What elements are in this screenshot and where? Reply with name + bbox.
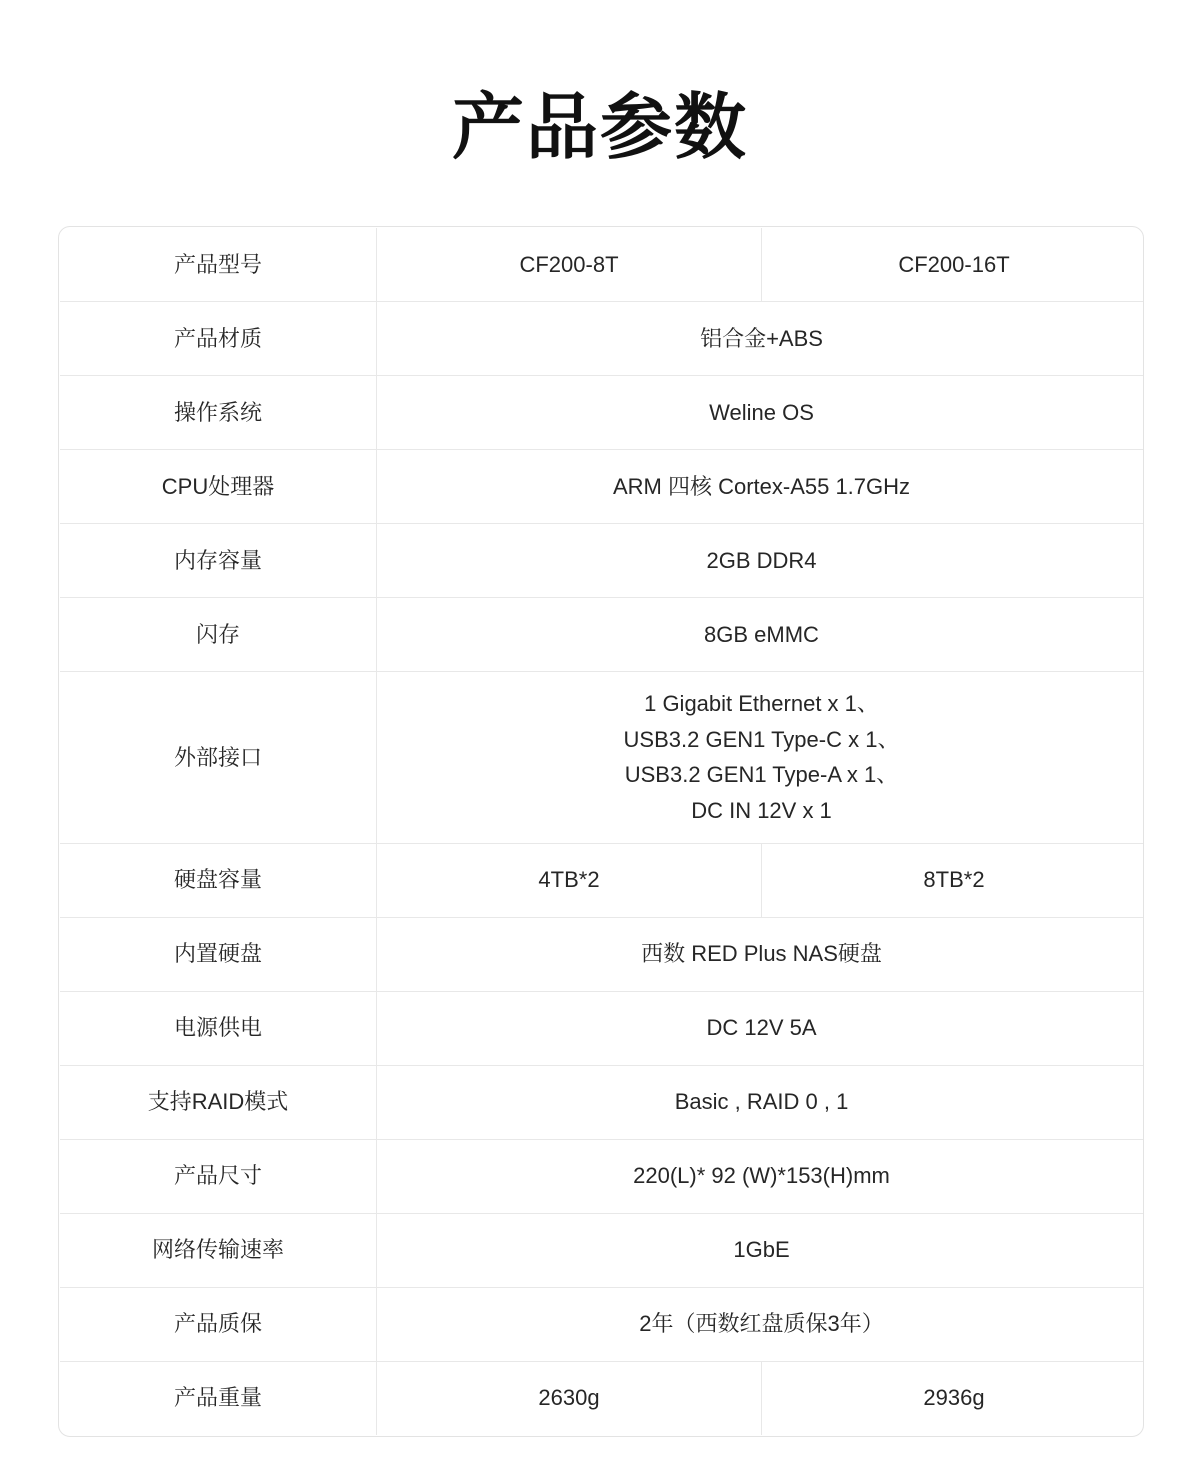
spec-table-wrapper: [58, 226, 1142, 1437]
row-label: 闪存: [60, 598, 377, 672]
spec-table-frame: [58, 226, 1144, 1437]
table-row: [60, 228, 1145, 302]
table-row: [60, 1065, 1145, 1139]
table-row: [60, 450, 1145, 524]
table-row: [60, 1287, 1145, 1361]
row-value-capacity-8t: 4TB*2: [377, 843, 762, 917]
row-value-ports: [377, 672, 1145, 844]
table-row: [60, 524, 1145, 598]
row-value-network-speed: 1GbE: [377, 1213, 1145, 1287]
table-row: [60, 1139, 1145, 1213]
table-row: [60, 598, 1145, 672]
row-value-power: DC 12V 5A: [377, 991, 1145, 1065]
row-value-model-16t: CF200-16T: [762, 228, 1145, 302]
row-label: 外部接口: [60, 672, 377, 844]
row-label: 网络传输速率: [60, 1213, 377, 1287]
row-value-memory: 2GB DDR4: [377, 524, 1145, 598]
table-row: [60, 1213, 1145, 1287]
table-row: [60, 672, 1145, 844]
row-label: 内置硬盘: [60, 917, 377, 991]
row-label: 产品质保: [60, 1287, 377, 1361]
row-label: 产品重量: [60, 1361, 377, 1435]
row-value-warranty: 2年（西数红盘质保3年）: [377, 1287, 1145, 1361]
row-label: 支持RAID模式: [60, 1065, 377, 1139]
row-value-weight-16t: 2936g: [762, 1361, 1145, 1435]
spec-table: [59, 227, 1144, 1436]
row-label: 内存容量: [60, 524, 377, 598]
port-line: DC IN 12V x 1: [691, 797, 832, 823]
table-row: [60, 843, 1145, 917]
port-line: USB3.2 GEN1 Type-C x 1、: [623, 726, 900, 752]
row-value-material: 铝合金+ABS: [377, 302, 1145, 376]
ports-list: [377, 672, 1144, 843]
row-label: 硬盘容量: [60, 843, 377, 917]
port-line: USB3.2 GEN1 Type-A x 1、: [624, 762, 899, 788]
row-value-flash: 8GB eMMC: [377, 598, 1145, 672]
row-value-capacity-16t: 8TB*2: [762, 843, 1145, 917]
port-line: 1 Gigabit Ethernet x 1、: [644, 691, 879, 716]
table-row: [60, 302, 1145, 376]
row-value-raid: Basic , RAID 0 , 1: [377, 1065, 1145, 1139]
row-label: 产品尺寸: [60, 1139, 377, 1213]
row-value-builtin-disk: 西数 RED Plus NAS硬盘: [377, 917, 1145, 991]
row-value-os: Weline OS: [377, 376, 1145, 450]
row-label: 产品材质: [60, 302, 377, 376]
table-row: [60, 991, 1145, 1065]
row-label: CPU处理器: [60, 450, 377, 524]
row-value-weight-8t: 2630g: [377, 1361, 762, 1435]
spec-table-body: [60, 228, 1145, 1436]
row-value-dimensions: 220(L)* 92 (W)*153(H)mm: [377, 1139, 1145, 1213]
table-row: [60, 376, 1145, 450]
row-value-model-8t: CF200-8T: [377, 228, 762, 302]
table-row: [60, 1361, 1145, 1435]
row-label: 操作系统: [60, 376, 377, 450]
row-label: 产品型号: [60, 228, 377, 302]
row-label: 电源供电: [60, 991, 377, 1065]
table-row: [60, 917, 1145, 991]
page-title: 产品参数: [451, 88, 748, 168]
row-value-cpu: ARM 四核 Cortex-A55 1.7GHz: [377, 450, 1145, 524]
